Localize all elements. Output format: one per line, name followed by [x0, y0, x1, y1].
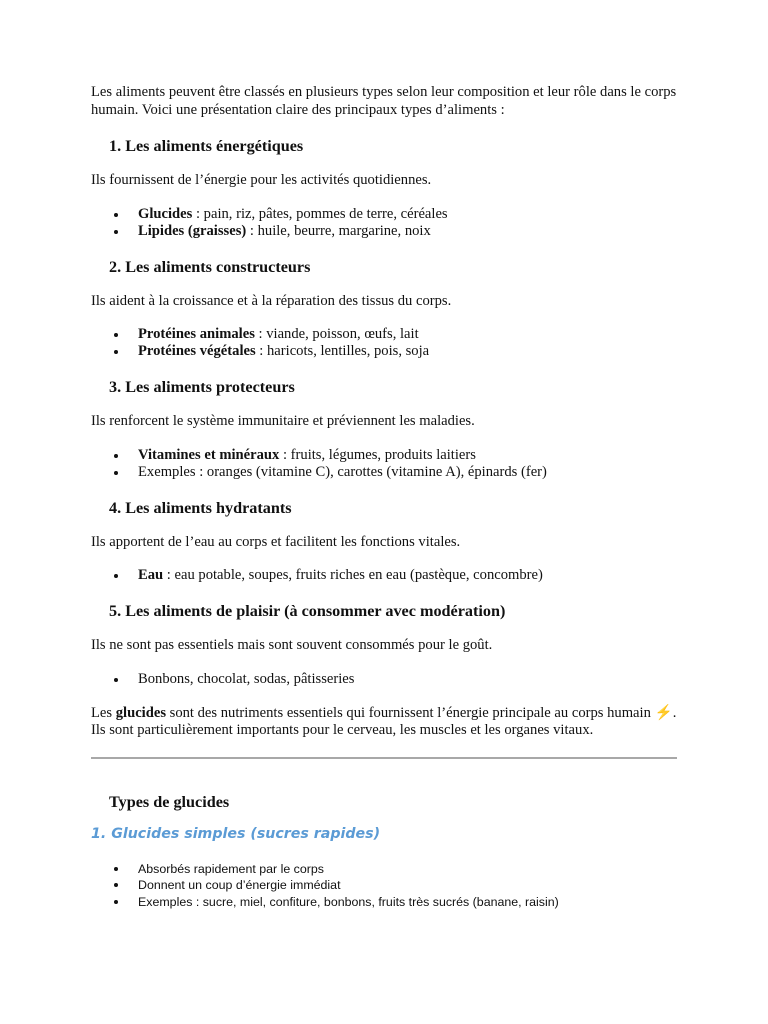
glucides-prefix: Les [91, 704, 116, 721]
glucides-term: glucides [115, 704, 167, 721]
list-item [91, 671, 681, 688]
types-glucides-heading: Types de glucides [109, 792, 230, 811]
list-constructeurs [91, 326, 681, 360]
list-item: Exemples : sucre, miel, confiture, bonbons, fruits très sucrés (banane, raisin) [91, 894, 681, 911]
list-glucides-simples [91, 861, 681, 911]
section-text-hydratants: Ils apportent de l’eau au corps et facilitent les fonctions vitales. [91, 533, 461, 550]
section-text-protecteurs: Ils renforcent le système immunitaire et préviennent les maladies. [91, 413, 475, 429]
list-protecteurs [91, 447, 681, 481]
section-heading-hydratants: 4. Les aliments hydratants [109, 498, 292, 517]
list-item-desc: Bonbons, chocolat, sodas, pâtisseries [138, 670, 355, 687]
list-item-term: Eau [138, 567, 164, 583]
glucides-simples-heading: 1. Glucides simples (sucres rapides) [91, 825, 381, 842]
list-item-term: Lipides (graisses) [138, 222, 247, 239]
list-item [91, 343, 681, 360]
list-item-desc: : haricots, lentilles, pois, soja [255, 343, 430, 359]
section-heading-plaisir: 5. Les aliments de plaisir (à consommer avec modération) [109, 602, 506, 620]
list-item-desc: Exemples : oranges (vitamine C), carottes (vitamine A), épinards (fer) [138, 463, 547, 480]
section-text-energetiques: Ils fournissent de l’énergie pour les activités quotidiennes. [91, 172, 432, 188]
list-item [91, 326, 681, 343]
section-text-constructeurs: Ils aident à la croissance et à la réparation des tissus du corps. [91, 292, 452, 309]
list-item-term: Protéines animales [138, 326, 255, 342]
list-energetiques [91, 206, 681, 240]
list-item [91, 206, 681, 223]
section-heading-energetiques: 1. Les aliments énergétiques [109, 137, 304, 155]
list-item-term: Glucides [138, 205, 193, 222]
list-item-term: Vitamines et minéraux [138, 446, 280, 463]
list-item [91, 223, 681, 240]
list-item-desc: : pain, riz, pâtes, pommes de terre, céréales [192, 205, 448, 222]
list-item: Donnent un coup d’énergie immédiat [91, 877, 681, 894]
list-item-desc: : eau potable, soupes, fruits riches en eau (pastèque, concombre) [163, 567, 543, 583]
glucides-paragraph [91, 705, 681, 740]
glucides-rest: sont des nutriments essentiels qui fournissent l’énergie principale au corps humain ⚡. Ils sont particulièrement importants pour le cerveau, les muscles et les organes vitaux. [91, 704, 677, 738]
section-heading-constructeurs: 2. Les aliments constructeurs [109, 257, 311, 276]
list-item-desc: : fruits, légumes, produits laitiers [279, 446, 476, 463]
list-item-desc: : viande, poisson, œufs, lait [254, 326, 419, 342]
document-page [91, 84, 681, 910]
section-heading-protecteurs: 3. Les aliments protecteurs [109, 378, 295, 396]
list-item [91, 464, 681, 481]
list-item-desc: : huile, beurre, margarine, noix [246, 222, 431, 239]
section-text-plaisir: Ils ne sont pas essentiels mais sont souvent consommés pour le goût. [91, 637, 493, 653]
list-hydratants [91, 567, 681, 584]
list-item-term: Protéines végétales [138, 343, 256, 359]
list-item [91, 567, 681, 584]
list-plaisir [91, 671, 681, 688]
intro-paragraph: Les aliments peuvent être classés en plusieurs types selon leur composition et leur rôle dans le corps humain. Voici une présentation claire des principaux types d’aliments : [91, 84, 677, 118]
list-item [91, 447, 681, 464]
horizontal-divider [91, 757, 677, 759]
list-item: Absorbés rapidement par le corps [91, 861, 681, 878]
